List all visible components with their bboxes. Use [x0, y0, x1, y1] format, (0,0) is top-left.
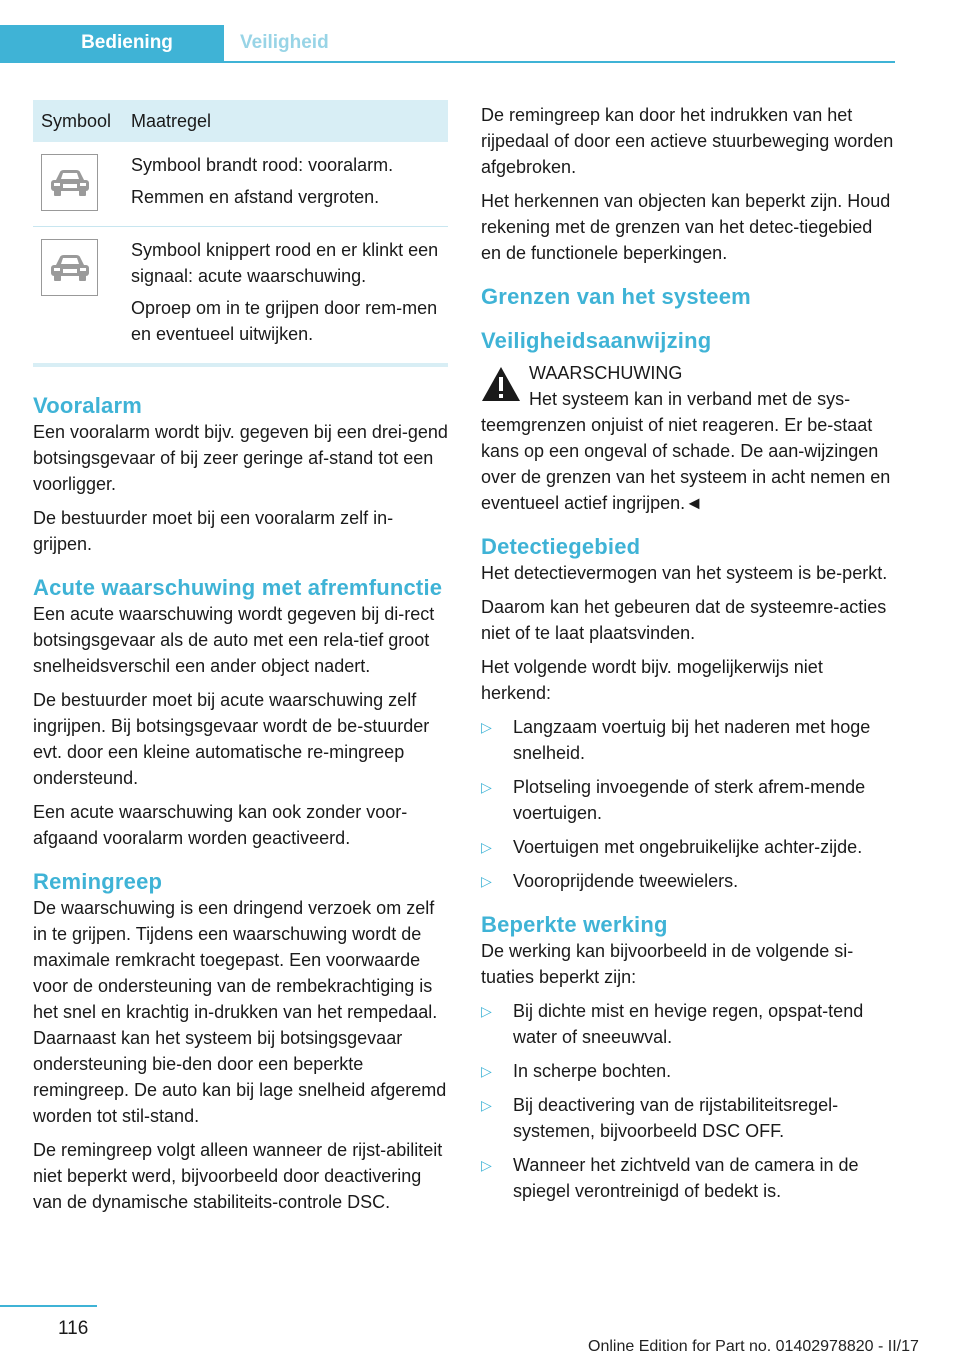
symbol-table [33, 100, 448, 367]
paragraph: De remingreep volgt alleen wanneer de rijst-abiliteit niet beperkt werd, bijvoorbeeld door deactivering van de dynamische stabiliteits-controle DSC. [33, 1140, 443, 1212]
table-row [33, 142, 448, 227]
paragraph: Daarom kan het gebeuren dat de systeemre-acties niet of te laat plaatsvinden. [481, 597, 887, 643]
paragraph: De waarschuwing is een dringend verzoek om zelf in te grijpen. Tijdens een waarschuwing wordt de maximale remkracht toegepast. Een voorwaarde voor de ondersteuning van de rembekrachtiging is het snel en krachtig in-drukken van het rempedaal. Daarnaast kan het systeem bij botsingsgevaar ondersteuning bie-den door een beperkte remingreep. De auto kan bij lage snelheid afgeremd worden tot stil-stand. [33, 898, 447, 1126]
section-heading: Beperkte werking [481, 912, 668, 937]
list-item [481, 834, 896, 860]
warning-text-cont: teemgrenzen onjuist of niet reageren. Er be-staat kans op een ongeval of schade. De aan-wijzingen over de grenzen van het systeem in acht nemen en eventueel actief ingrijpen.◄ [481, 415, 891, 513]
paragraph: Het detectievermogen van het systeem is be-perkt. [481, 563, 888, 583]
section-vooralarm [33, 393, 448, 557]
header-divider [0, 61, 895, 63]
action-text: Oproep om in te grijpen door rem-men en eventueel uitwijken. [131, 298, 438, 344]
paragraph: De bestuurder moet bij acute waarschuwing zelf ingrijpen. Bij botsingsgevaar wordt de be-stuurder evt. door een kleine automatische re-mingreep ondersteund. [33, 690, 430, 788]
list-item-text: Vooroprijdende tweewielers. [513, 871, 739, 891]
paragraph: Een vooralarm wordt bijv. gegeven bij een drei-gend botsingsgevaar of bij zeer geringe af-stand tot een voorligger. [33, 422, 448, 494]
action-cell [123, 227, 448, 366]
section-heading: Remingreep [33, 869, 163, 894]
warning-box [481, 360, 896, 516]
col-header-action: Maatregel [123, 100, 448, 142]
bullet-icon: ▷ [481, 719, 492, 735]
detection-list [481, 714, 896, 894]
bullet-icon: ▷ [481, 839, 492, 855]
paragraph: De werking kan bijvoorbeeld in de volgende si-tuaties beperkt zijn: [481, 941, 854, 987]
list-item [481, 1058, 896, 1084]
table-header-row [33, 100, 448, 142]
section-heading: Vooralarm [33, 393, 142, 418]
section-acute [33, 575, 448, 851]
list-item [481, 1092, 896, 1144]
list-item [481, 714, 896, 766]
paragraph: Het volgende wordt bijv. mogelijkerwijs niet herkend: [481, 657, 823, 703]
tab-bediening[interactable]: Bediening [0, 25, 224, 61]
edition-note: Online Edition for Part no. 01402978820 - II/17 [588, 1338, 919, 1355]
paragraph: Het herkennen van objecten kan beperkt zijn. Houd rekening met de grenzen van het detec-tiegebied en de functionele beperkingen. [481, 191, 891, 263]
list-item-text: Wanneer het zichtveld van de camera in de spiegel verontreinigd of bedekt is. [513, 1155, 859, 1201]
paragraph: De remingreep kan door het indrukken van het rijpedaal of door een actieve stuurbeweging worden afgebroken. [481, 105, 894, 177]
tab-veiligheid[interactable]: Veiligheid [240, 32, 329, 53]
list-item-text: Bij dichte mist en hevige regen, opspat-tend water of sneeuwval. [513, 1001, 864, 1047]
action-text: Symbool knippert rood en er klinkt een signaal: acute waarschuwing. [131, 240, 439, 286]
page-header [0, 25, 895, 63]
section-detection [481, 534, 896, 894]
symbol-cell [33, 227, 123, 366]
bullet-icon: ▷ [481, 873, 492, 889]
symbol-cell [33, 142, 123, 227]
paragraph: Een acute waarschuwing wordt gegeven bij di-rect botsingsgevaar als de auto met een rela-tief groot snelheidsverschil een ander object nadert. [33, 604, 435, 676]
warning-title: WAARSCHUWING [529, 363, 683, 383]
section-limits [481, 284, 896, 310]
left-column [33, 100, 448, 1223]
section-safety [481, 328, 896, 516]
col-header-symbol: Symbool [33, 100, 123, 142]
list-item [481, 998, 896, 1050]
bullet-icon: ▷ [481, 1063, 492, 1079]
car-front-icon [41, 154, 98, 211]
bullet-icon: ▷ [481, 779, 492, 795]
bullet-icon: ▷ [481, 1003, 492, 1019]
warning-text: Het systeem kan in verband met de sys- [529, 389, 851, 409]
list-item-text: Langzaam voertuig bij het naderen met hoge snelheid. [513, 717, 871, 763]
paragraph: Een acute waarschuwing kan ook zonder voor-afgaand vooralarm worden geactiveerd. [33, 802, 408, 848]
action-cell [123, 142, 448, 227]
action-text: Symbool brandt rood: vooralarm. [131, 155, 394, 175]
car-front-icon [41, 239, 98, 296]
page-number: 116 [58, 1318, 89, 1339]
action-text: Remmen en afstand vergroten. [131, 187, 380, 207]
list-item [481, 774, 896, 826]
section-restricted [481, 912, 896, 1204]
list-item-text: Plotseling invoegende of sterk afrem-mende voertuigen. [513, 777, 866, 823]
footer-divider [0, 1305, 97, 1307]
paragraph: De bestuurder moet bij een vooralarm zelf in-grijpen. [33, 508, 394, 554]
list-item-text: In scherpe bochten. [513, 1061, 672, 1081]
section-heading: Grenzen van het systeem [481, 284, 751, 309]
list-item [481, 868, 896, 894]
section-heading: Acute waarschuwing met afremfunctie [33, 575, 443, 600]
bullet-icon: ▷ [481, 1157, 492, 1173]
section-heading: Detectiegebied [481, 534, 641, 559]
section-remingreep [33, 869, 448, 1215]
right-column [481, 102, 896, 1212]
table-row [33, 227, 448, 366]
section-heading: Veiligheidsaanwijzing [481, 328, 712, 353]
list-item [481, 1152, 896, 1204]
bullet-icon: ▷ [481, 1097, 492, 1113]
warning-triangle-icon [481, 366, 521, 409]
list-item-text: Bij deactivering van de rijstabiliteitsregel-systemen, bijvoorbeeld DSC OFF. [513, 1095, 839, 1141]
restricted-list [481, 998, 896, 1204]
list-item-text: Voertuigen met ongebruikelijke achter-zijde. [513, 837, 863, 857]
